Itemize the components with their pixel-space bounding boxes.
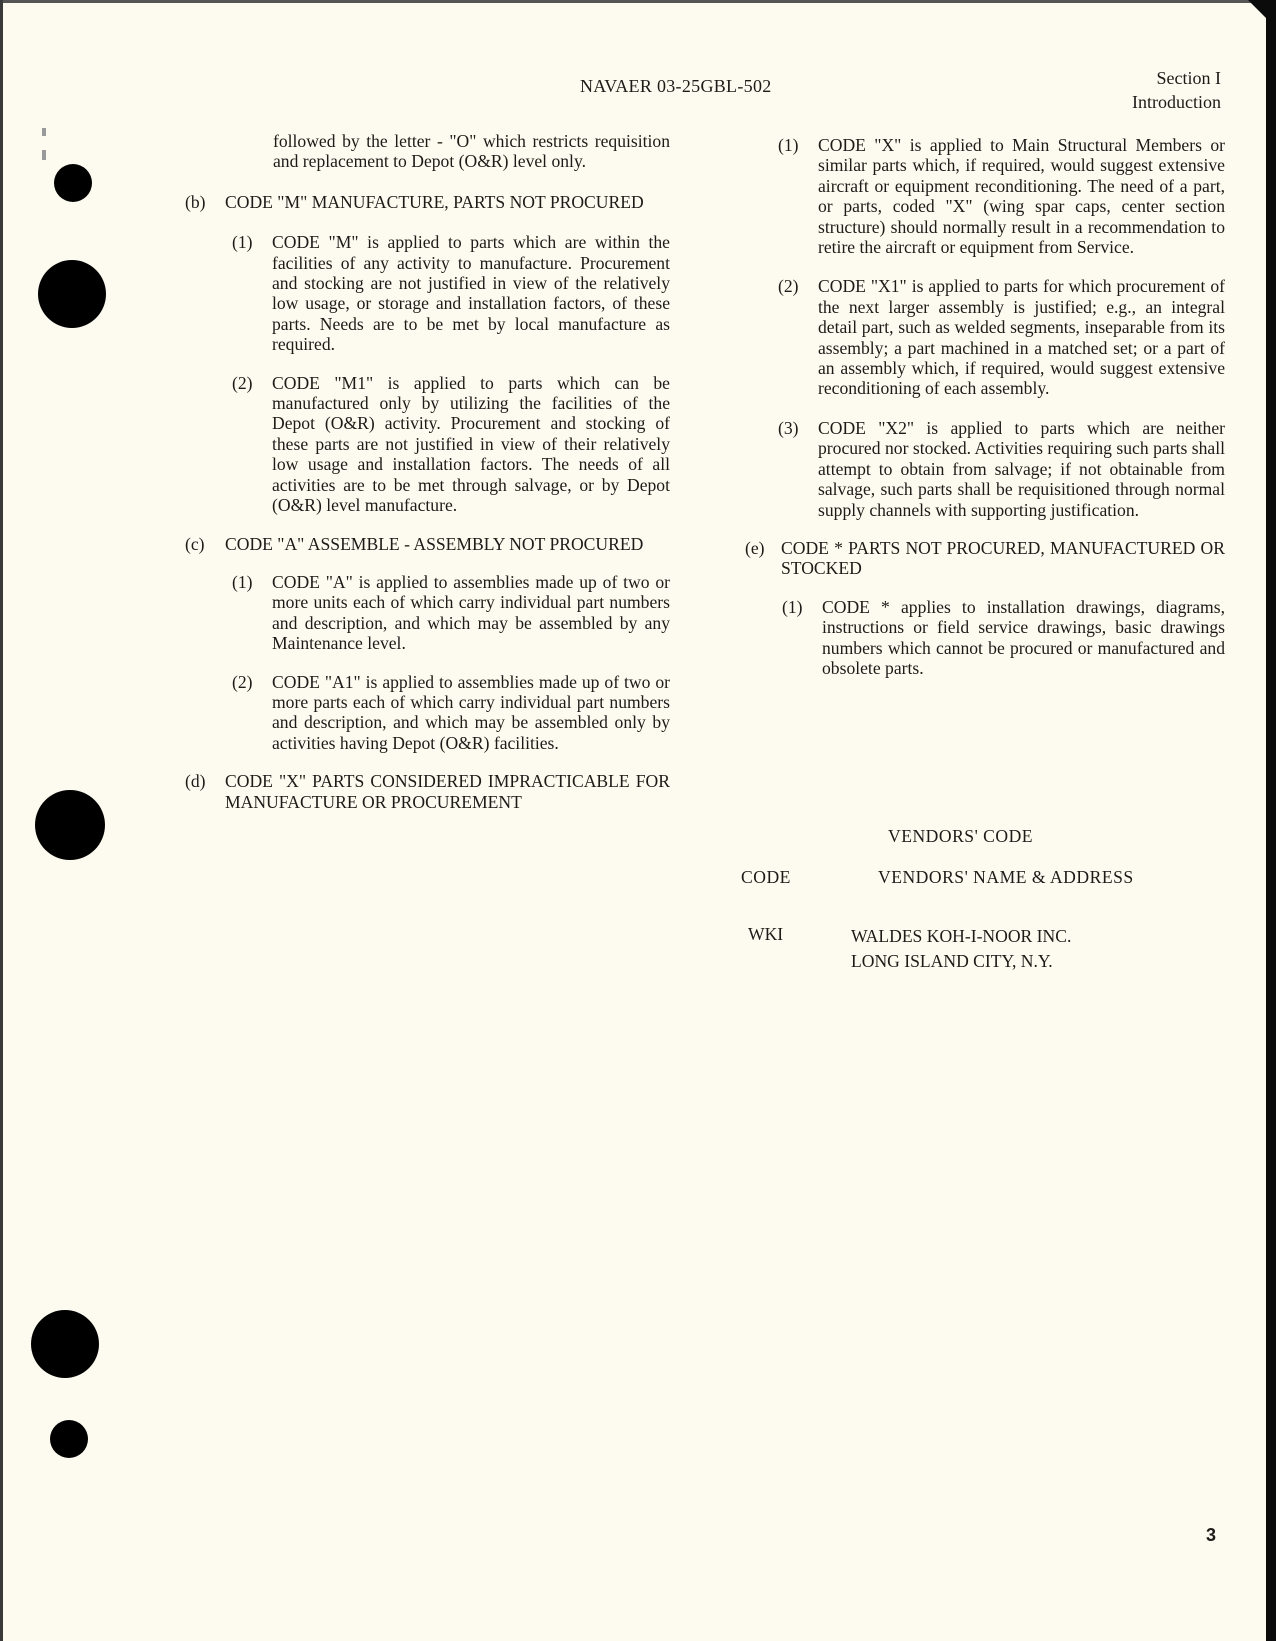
section-e-title: CODE * PARTS NOT PROCURED, MANUFACTURED OR STOCKED	[781, 537, 1225, 579]
section-e-heading	[745, 538, 1225, 579]
list-item	[232, 572, 670, 654]
list-item	[778, 276, 1225, 398]
page-corner	[1248, 0, 1266, 18]
item-text: CODE * applies to installation drawings, diagrams, instructions or field service drawings, basic drawings numbers which cannot be procured or manufactured and obsolete parts.	[822, 596, 1225, 678]
item-text: CODE "X" is applied to Main Structural Members or similar parts which, if required, would suggest extensive aircraft or equipment reconditioning. The need of a part, or parts, coded "X" (wing spar caps, center section structure) should normally result in a recommendation to retire the aircraft or equipment from Service.	[818, 135, 1225, 258]
section-c-heading	[185, 534, 670, 554]
section-title: Introduction	[1132, 92, 1221, 112]
section-d-label: (d)	[185, 771, 206, 792]
item-label: (2)	[232, 671, 253, 692]
document-number: NAVAER 03-25GBL-502	[580, 76, 772, 96]
page-number: 3	[1206, 1525, 1217, 1545]
binder-hole-icon	[38, 260, 106, 328]
section-header	[1132, 66, 1221, 114]
binder-hole-icon	[54, 164, 92, 202]
vendor-name-cell	[851, 924, 1071, 974]
binder-hole-icon	[35, 790, 105, 860]
item-label: (1)	[232, 571, 253, 592]
list-item	[232, 672, 670, 754]
scan-mark	[42, 150, 46, 160]
list-item	[778, 135, 1225, 257]
list-item	[232, 232, 670, 354]
section-d-title: CODE "X" PARTS CONSIDERED IMPRACTICABLE FOR MANUFACTURE OR PROCUREMENT	[225, 771, 670, 812]
right-column	[735, 135, 1225, 678]
list-item	[232, 373, 670, 516]
section-d-heading	[185, 771, 670, 812]
binder-hole-icon	[50, 1420, 88, 1458]
item-text: CODE "X2" is applied to parts which are neither procured nor stocked. Activities requiring such parts shall attempt to obtain from salvage; if not obtainable from salvage, such parts shall be requisitioned through normal supply channels with supporting justification.	[818, 417, 1225, 520]
item-label: (1)	[782, 596, 803, 617]
vendor-address: LONG ISLAND CITY, N.Y.	[851, 951, 1053, 971]
section-c-title: CODE "A" ASSEMBLE - ASSEMBLY NOT PROCURED	[225, 533, 644, 554]
vendors-code-title: VENDORS' CODE	[888, 826, 1034, 846]
page-edge-top	[0, 0, 1276, 3]
item-label: (3)	[778, 417, 799, 438]
list-item	[778, 418, 1225, 520]
section-b-title: CODE "M" MANUFACTURE, PARTS NOT PROCURED	[225, 191, 644, 212]
item-text: CODE "A1" is applied to assemblies made up of two or more parts each of which carry individual part numbers and description, and which may be assembled only by activities having Depot (O&R) facilities.	[272, 671, 670, 753]
item-text: CODE "A" is applied to assemblies made up of two or more units each of which carry individual part numbers and description, and which may be assembled by any Maintenance level.	[272, 571, 670, 654]
vendor-name: WALDES KOH-I-NOOR INC.	[851, 926, 1072, 946]
section-c-label: (c)	[185, 533, 205, 554]
vendors-column-code: CODE	[741, 867, 791, 887]
section-e-label: (e)	[745, 537, 765, 558]
item-label: (2)	[232, 372, 253, 393]
binder-hole-icon	[31, 1310, 99, 1378]
page-edge-right	[1266, 0, 1276, 1641]
section-b-heading	[185, 192, 670, 212]
item-text: CODE "X1" is applied to parts for which procurement of the next larger assembly is justified; e.g., an integral detail part, such as welded segments, inseparable from its assembly; a part machined in a matched set; or a part of an assembly which, if required, would suggest extensive reconditioning of each assembly.	[818, 276, 1225, 399]
vendors-column-name: VENDORS' NAME & ADDRESS	[878, 867, 1134, 887]
item-label: (2)	[778, 276, 799, 297]
continuation-text: followed by the letter - "O" which restricts requisition and replacement to Depot (O&R) level only.	[273, 131, 670, 172]
list-item	[782, 597, 1225, 679]
item-label: (1)	[778, 135, 799, 155]
item-text: CODE "M1" is applied to parts which can be manufactured only by utilizing the facilities of the Depot (O&R) activity. Procurement and stocking of these parts are not justified in view of their relatively low usage and installation factors. The needs of all activities are to be met through salvage, or by Depot (O&R) level manufacture.	[272, 372, 670, 516]
item-label: (1)	[232, 232, 253, 253]
section-b-label: (b)	[185, 191, 206, 212]
vendor-code-cell: WKI	[748, 924, 784, 944]
left-column	[185, 131, 670, 812]
section-label: Section I	[1156, 68, 1221, 88]
item-text: CODE "M" is applied to parts which are within the facilities of any activity to manufacture. Procurement and stocking are not justified in view of the relatively low usage, or storage and installation factors, of these parts. Needs are to be met by local manufacture as required.	[272, 232, 670, 355]
scan-mark	[42, 128, 46, 136]
page-edge-left	[0, 0, 3, 1641]
